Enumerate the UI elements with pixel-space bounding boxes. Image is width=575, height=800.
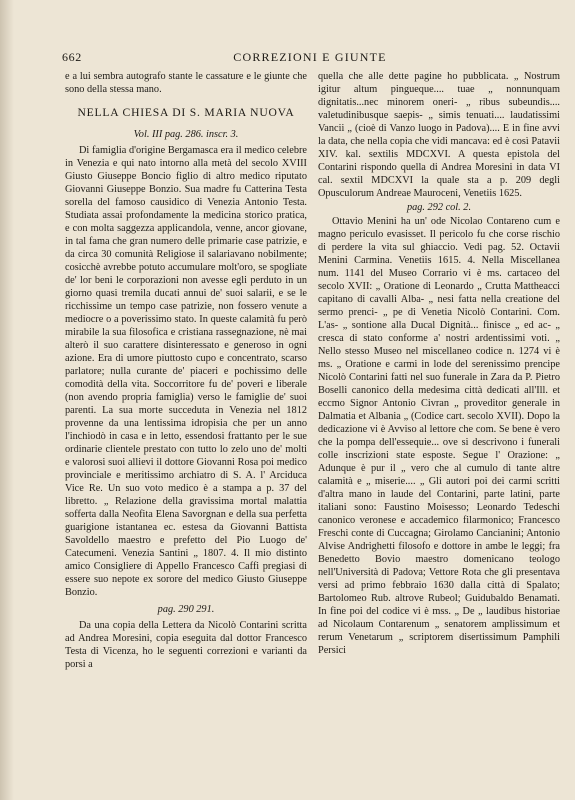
body-paragraph: Ottavio Menini ha un' ode Nicolao Contareno cum e magno periculo evasisset. Il pericolo fu che corse rischio di perdere la vita sul ghiaccio. Vedi pag. 52. Octavii Menini Carmina. Venetiis 1615. 4. Nella Miscellanea num. 1141 del Museo Corrario vi è ms. cartaceo del secolo XVII: „ Oratione di Leonardo „ Crutta Mattheacci capitano di cavalli Alba- „ nesi fatta nella creatione del sermo prenci- „ pe di Venetia Nicolò Contarini. Com. L'as- „ sontione alla Ducal Dignità... finisce „ ed ac- „ cresca di stato conforme a' nostri ardentissimi voti. „ Nello stesso Museo nel miscellaneo codice n. 1274 vi è ms. „ Oratione e carmi in lode del serenissimo prencipe Nicolò Contarini fatti nel suo funerale in Zara da P. Pietro Boselli canonico della medesima città dedicati all'Ill. et eccmo Signor Antonio Civran „ proveditor generale in Dalmatia et Albania „ (Codice cart. secolo XVII). Dopo la dedicazione vi è Avviso al lettore che com. Se bene è vero che la pompa dell'essequie... ove si descrivono i funerali colle inscrizioni state esposte. Segue l' Orazione: „ Adunque è pur il „ vero che al cumulo di tante altre calamità e „ miserie.... „ Gli autori poi dei carmi scritti d'altra mano in laude del Contarini, parte latini, parte italiani sono: Faustino Moisesso; Leonardo Tedeschi canonico veronese e accademico filarmonico; Francesco Freschi conte di Cuccagna; Girolamo Cancianini; Antonio Alvise Andrighetti filosofo e dottore in ambe le leggi; fra Benedetto Bovio maestro domenicano teologo nell'Università di Padova; Vettore Rota che gli presentava versi ad primo febbraio 1630 dalla città di Spalato; Bartolomeo Rub. altrove Rubeol; Guidubaldo Benamati. In fine poi del codice vi è mss. „ De „ laudibus historiae ad Nicolaum Contarenum „ senatorem amplissimum et rerum Venetarum „ scriptorem disertissimum Pamphili Persici: [318, 216, 560, 656]
page-header: [62, 50, 558, 66]
continuation-paragraph: e a lui sembra autografo stante le cassature e le giunte che sono della stessa mano.: [65, 71, 307, 95]
body-paragraph: Da una copia della Lettera da Nicolò Contarini scritta ad Andrea Moresini, copia eseguita dal dottor Francesco Testa di Vicenza, ho le seguenti correzioni e varianti da porsi a: [65, 620, 307, 670]
left-column: [65, 70, 307, 792]
body-paragraph: Di famiglia d'origine Bergamasca era il medico celebre in Venezia e qui nato intorno alla metà del secolo XVIII Giusto Giuseppe Boncio figlio di altro medico riputato Giovanni Giuseppe Bonzio. Sua madre fu Catterina Testa sorella del famoso causidico di Venezia Antonio Testa. Studiata assai profondamente la medicina storico pratica, e con molta saggezza applicandola, venne, ancor giovane, in tal fama che gran numero delle primarie case patrizie, e da circa 30 comunità Religiose il salariavano nobilmente; cosicchè avrebbe potuto accumulare molt'oro, se spogliate de' lor beni le corporazioni non avesse egli perduto in un giorno quasi tremila ducati annui de' suoi salarii, e se le ricchissime un tempo case patrizie, non fossero venute a mediocre o a poverissimo stato. In queste calamità fu però mirabile la sua filosofica e cristiana rassegnazione, nè mai alterò il suo carattere disinteressato e generoso in ogni azione. Era di umore piuttosto cupo e concentrato, scarso parlatore; nulla curante de' piaceri e pochissimo delle comodità della vita. Soccorritore fu de' poveri e liberale (non avendo propria famiglia) verso le famiglie de' suoi parenti. La sua morte succeduta in Venezia nel 1812 provenne da una lentissima idropisia che per un anno l'inchiodò in casa e in letto, essendosi frattanto per le sue ordinarie clientele prestato con tutto lo zelo uno de' molti e valorosi suoi allievi il dottore Giovanni Rosa poi medico provinciale e meritissimo archiatro di S. A. l' Arciduca Vice Re. Un suo voto medico è a stampa a p. 37 del libretto. „ Relazione della gravissima mortal malattia sofferta dalla Neofita Elena Savorgnan e della sua perfetta guarigione istantanea ec. estesa da Giovanni Battista Savoldello maestro e prefetto del Pio Luogo de' Catecumeni. Venezia Santini „ 1807. 4. Il mio distinto amico Consigliere di Appello Francesco Caffi pregiasi di essere suo nepote ex sorore del medico Giusto Giuseppe Bonzio.: [65, 145, 307, 598]
reference-heading: pag. 292 col. 2.: [406, 202, 472, 213]
section-title: NELLA CHIESA DI S. MARIA NUOVA: [77, 106, 295, 119]
running-head: CORREZIONI E GIUNTE: [233, 50, 387, 64]
reference-heading: pag. 290 291.: [157, 604, 215, 615]
continuation-paragraph: quella che alle dette pagine ho pubblicata. „ Nostrum igitur altum pingueque.... tuae „ nonnunquam dignitatis...nec minorem oneri- „ ribus subeundis.... valetudinibusque saepis- „ simis tenuati.... laudatissimi Vancii „ (cioè di Vanzo luogo in Padova).... E in fine avvi la data, che nella copia che vidi mancava: ed è così Patavii XIV. kal. sextilis MDCXVI. A questa epistola del Contarini rispondo quella di Andrea Moresini in data VI cal. sextil MDCXVI la quale sta a p. 209 degli Opusculorum Andreae Mauroceni, Venetiis 1625.: [318, 71, 560, 199]
gutter-shadow: [0, 0, 14, 800]
right-column: [318, 70, 560, 792]
page-number: 662: [62, 50, 82, 64]
reference-heading: Vol. III pag. 286. inscr. 3.: [133, 129, 239, 140]
